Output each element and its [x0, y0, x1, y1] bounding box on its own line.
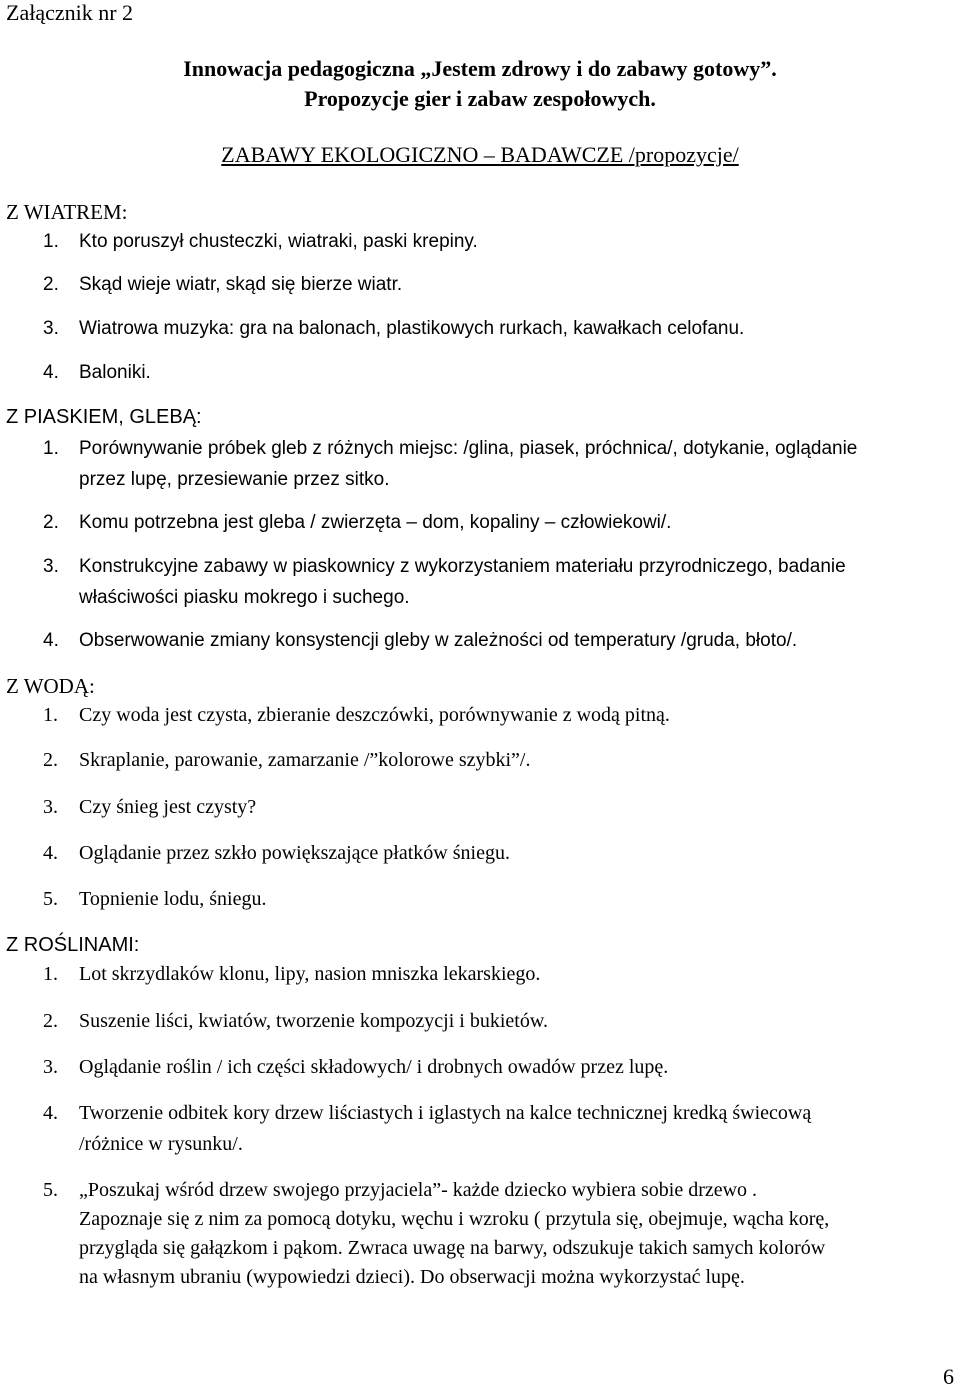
list-item-number: 5.	[43, 888, 58, 910]
list-item-number: 4.	[43, 842, 58, 864]
list-item-text: Porównywanie próbek gleb z różnych miejsc: /glina, piasek, próchnica/, dotykanie, oglądanie	[79, 438, 858, 459]
list-item-text: Tworzenie odbitek kory drzew liściastych i iglastych na kalce technicznej kredką świecową	[79, 1102, 812, 1124]
list-item-text: Suszenie liści, kwiatów, tworzenie kompozycji i bukietów.	[79, 1010, 548, 1032]
attachment-label: Załącznik nr 2	[6, 0, 134, 25]
list-item-text: Obserwowanie zmiany konsystencji gleby w zależności od temperatury /gruda, błoto/.	[79, 630, 798, 651]
list-item-text: Oglądanie przez szkło powiększające płatków śniegu.	[79, 842, 510, 864]
list-item-number: 2.	[43, 274, 59, 295]
page-number: 6	[943, 1364, 954, 1389]
list-item-text: Czy śnieg jest czysty?	[79, 796, 257, 818]
subtitle: ZABAWY EKOLOGICZNO – BADAWCZE /propozycje/	[221, 142, 739, 167]
list-item-text: przygląda się gałązkom i pąkom. Zwraca uwagę na barwy, odszukuje takich samych kolorów	[79, 1237, 826, 1259]
list-item-number: 1.	[43, 438, 59, 459]
section-heading-soil: Z PIASKIEM, GLEBĄ:	[6, 406, 202, 428]
list-item-text: Czy woda jest czysta, zbieranie deszczówki, porównywanie z wodą pitną.	[79, 704, 670, 726]
list-item-number: 4.	[43, 362, 59, 383]
list-item-number: 4.	[43, 630, 59, 651]
list-item-number: 2.	[43, 512, 59, 533]
list-item-number: 5.	[43, 1179, 58, 1201]
list-item-text: na własnym ubraniu (wypowiedzi dzieci). Do obserwacji można wykorzystać lupę.	[79, 1266, 745, 1288]
list-item-text: właściwości piasku mokrego i suchego.	[79, 587, 410, 608]
list-item-text: Baloniki.	[79, 362, 151, 383]
list-item-text: Oglądanie roślin / ich części składowych/ i drobnych owadów przez lupę.	[79, 1056, 669, 1078]
section-heading-wind: Z WIATREM:	[6, 200, 128, 224]
list-item-text: /różnice w rysunku/.	[79, 1133, 243, 1155]
list-item-text: Topnienie lodu, śniegu.	[79, 888, 267, 910]
list-item-number: 3.	[43, 1056, 58, 1078]
list-item-text: Kto poruszył chusteczki, wiatraki, paski krepiny.	[79, 231, 478, 252]
title-line-1: Innowacja pedagogiczna „Jestem zdrowy i do zabawy gotowy”.	[183, 56, 777, 81]
section-heading-water: Z WODĄ:	[6, 674, 95, 698]
list-item-text: Komu potrzebna jest gleba / zwierzęta – dom, kopaliny – człowiekowi/.	[79, 512, 672, 533]
list-item-text: Skąd wieje wiatr, skąd się bierze wiatr.	[79, 274, 403, 295]
list-item-number: 1.	[43, 231, 59, 252]
list-item-number: 3.	[43, 556, 59, 577]
list-item-number: 3.	[43, 318, 59, 339]
list-item-number: 1.	[43, 704, 58, 726]
list-item-text: Zapoznaje się z nim za pomocą dotyku, węchu i wzroku ( przytula się, obejmuje, wącha korę,	[79, 1208, 830, 1230]
list-item-text: Lot skrzydlaków klonu, lipy, nasion mniszka lekarskiego.	[79, 963, 541, 985]
list-item-number: 2.	[43, 749, 58, 771]
list-item-number: 2.	[43, 1010, 58, 1032]
list-item-text: Konstrukcyjne zabawy w piaskownicy z wykorzystaniem materiału przyrodniczego, badanie	[79, 556, 846, 577]
list-item-text: Wiatrowa muzyka: gra na balonach, plastikowych rurkach, kawałkach celofanu.	[79, 318, 745, 339]
list-item-number: 4.	[43, 1102, 58, 1124]
list-item-number: 3.	[43, 796, 58, 818]
title-line-2: Propozycje gier i zabaw zespołowych.	[304, 86, 656, 111]
section-heading-plants: Z ROŚLINAMI:	[6, 934, 140, 956]
list-item-text: przez lupę, przesiewanie przez sitko.	[79, 469, 390, 490]
list-item-text: „Poszukaj wśród drzew swojego przyjaciela”- każde dziecko wybiera sobie drzewo .	[79, 1179, 758, 1201]
list-item-text: Skraplanie, parowanie, zamarzanie /”kolorowe szybki”/.	[79, 749, 531, 771]
list-item-number: 1.	[43, 963, 58, 985]
